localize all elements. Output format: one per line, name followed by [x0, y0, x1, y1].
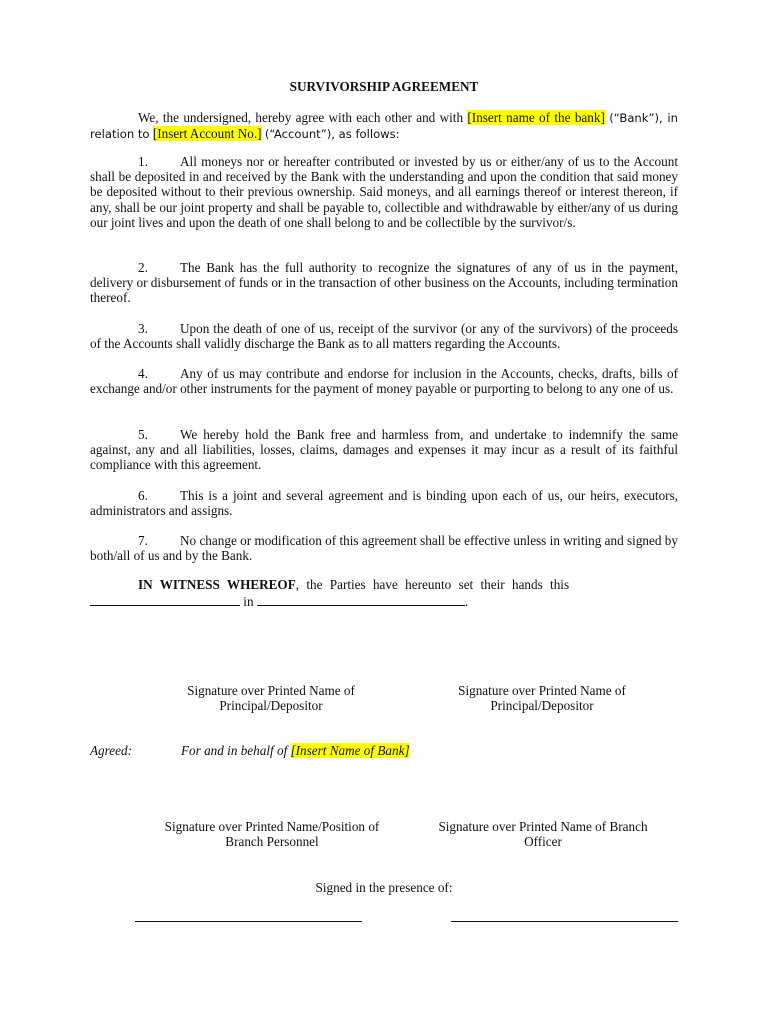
agreed-label: Agreed:	[90, 743, 132, 758]
signature-role: Principal/Depositor	[490, 698, 594, 714]
clause-text: Any of us may contribute and endorse for inclusion in the Accounts, checks, drafts, bills of exchange and/or other instruments for the payment of money payable or purporting to belong to any one of us.	[90, 366, 678, 397]
clause-2	[90, 260, 678, 306]
signature-role: Principal/Depositor	[219, 698, 323, 714]
behalf-text: For and in behalf of	[181, 743, 288, 758]
clause-text: The Bank has the full authority to recognize the signatures of any of us in the payment, delivery or disbursement of funds or in the transaction of other business on the Accounts, including termination thereof.	[90, 260, 678, 306]
clause-text: This is a joint and several agreement and is binding upon each of us, our heirs, executors, administrators and assigns.	[90, 488, 678, 519]
signature-caption: Signature over Printed Name of	[458, 683, 626, 698]
date-blank	[90, 593, 240, 606]
signature-block-branch-officer	[416, 819, 670, 849]
intro-text-2: (“Bank”), in relation to	[90, 111, 679, 142]
bank-name-placeholder: [Insert name of the bank]	[467, 110, 605, 125]
clause-6	[90, 488, 678, 518]
clause-text: Upon the death of one of us, receipt of the survivor (or any of the survivors) of the proceeds of the Accounts shall validly discharge the Bank as to all matters regarding the Accounts.	[90, 321, 678, 352]
signature-caption: Signature over Printed Name of Branch	[438, 819, 648, 834]
clause-1	[90, 154, 678, 230]
intro-paragraph	[90, 110, 678, 142]
behalf-line	[181, 743, 410, 758]
signature-block-depositor-2	[422, 683, 662, 713]
clause-text: No change or modification of this agreement shall be effective unless in writing and signed by both/all of us and by the Bank.	[90, 533, 678, 564]
signature-caption: Signature over Printed Name of	[187, 683, 355, 698]
signature-block-branch-personnel	[141, 819, 403, 849]
clause-5	[90, 427, 678, 473]
signature-role: Officer	[524, 834, 562, 850]
clause-number: 6.	[138, 488, 148, 503]
clause-number: 2.	[138, 260, 148, 275]
document-title: SURVIVORSHIP AGREEMENT	[289, 79, 479, 94]
witness-heading: IN WITNESS WHEREOF	[138, 577, 296, 592]
intro-text-1: We, the undersigned, hereby agree with each other and with	[138, 110, 464, 125]
witness-paragraph	[90, 577, 678, 592]
witness-blanks	[90, 593, 510, 609]
witness-signature-line-2	[451, 921, 678, 922]
intro-text-3: (“Account”), as follows:	[264, 127, 400, 142]
clause-7	[90, 533, 678, 563]
clause-4	[90, 366, 678, 396]
account-number-placeholder: [Insert Account No.]	[152, 126, 262, 142]
clause-number: 3.	[138, 321, 148, 336]
clause-number: 4.	[138, 366, 148, 381]
place-blank	[257, 593, 465, 606]
signature-role: Branch Personnel	[225, 834, 319, 850]
witness-period: .	[464, 594, 469, 609]
signature-block-depositor-1	[151, 683, 391, 713]
clause-number: 5.	[138, 427, 148, 442]
clause-text: All moneys nor or hereafter contributed or invested by us or either/any of us to the Account shall be deposited in and received by the Bank with the understanding and upon the condition that said money be deposited without to their previous ownership. Said moneys, and all earnings thereof or interest thereon, if any, shall be our joint property and shall be payable to, collectible and withdrawable by either/any of us during our joint lives and upon the death of one shall belong to and be collectible by the survivor/s.	[90, 154, 678, 230]
witness-signature-line-1	[135, 921, 362, 922]
clause-number: 7.	[138, 533, 148, 548]
clause-text: We hereby hold the Bank free and harmless from, and undertake to indemnify the same against, any and all liabilities, losses, claims, damages and expenses it may incur as a result of its faithful compliance with this agreement.	[90, 427, 678, 473]
witness-text: , the Parties have hereunto set their hands this	[295, 577, 570, 592]
witness-in: in	[243, 594, 254, 609]
clause-3	[90, 321, 678, 351]
presence-text: Signed in the presence of:	[315, 880, 453, 895]
bank-name-placeholder-2: [Insert Name of Bank]	[290, 743, 410, 758]
signature-caption: Signature over Printed Name/Position of	[164, 819, 380, 834]
clause-number: 1.	[138, 154, 148, 169]
